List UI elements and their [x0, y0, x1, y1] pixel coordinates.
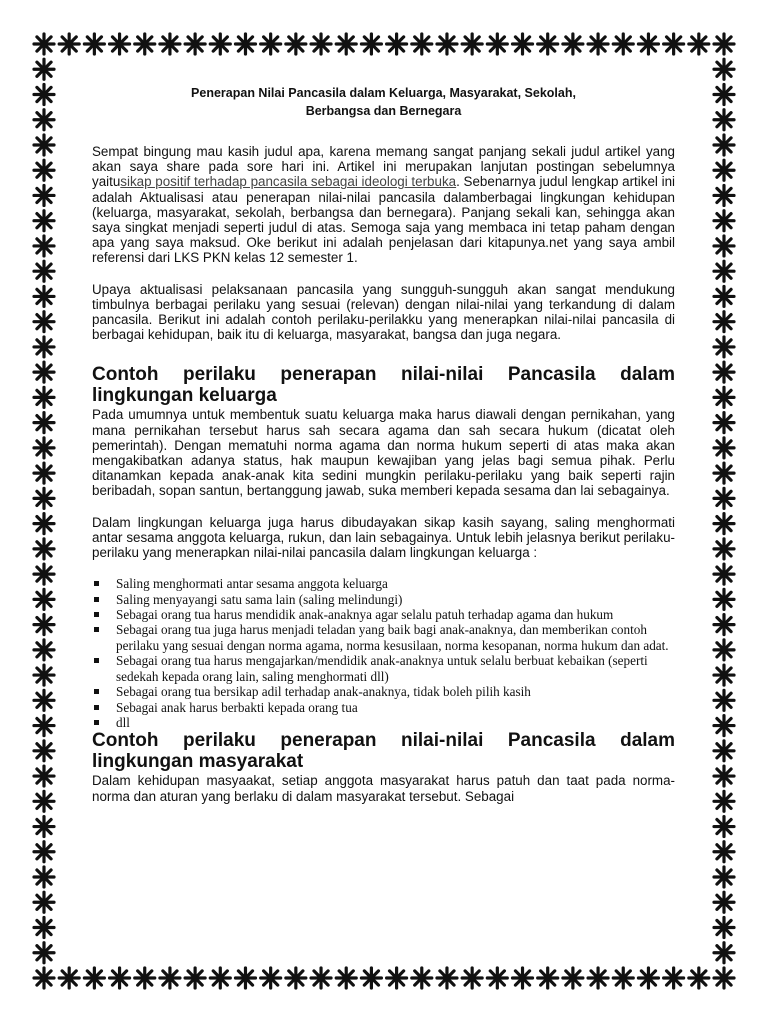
asterisk-flower-icon [336, 968, 356, 988]
asterisk-flower-icon [714, 286, 734, 306]
list-item: Sebagai orang tua harus mengajarkan/mendidik anak-anaknya untuk selalu berbuat kebaikan (seperti sedekah kepada orang lain, saling menghormati dll) [92, 653, 675, 684]
list-item: Sebagai orang tua bersikap adil terhadap anak-anaknya, tidak boleh pilih kasih [92, 684, 675, 699]
asterisk-flower-icon [412, 34, 432, 54]
square-bullet-icon [94, 597, 99, 602]
square-bullet-icon [94, 658, 99, 663]
asterisk-flower-icon [714, 741, 734, 761]
asterisk-flower-icon [135, 968, 155, 988]
square-bullet-icon [94, 689, 99, 694]
asterisk-flower-icon [34, 918, 54, 938]
asterisk-flower-icon [638, 968, 658, 988]
asterisk-flower-icon [59, 34, 79, 54]
asterisk-flower-icon [34, 261, 54, 281]
asterisk-flower-icon [34, 110, 54, 130]
asterisk-flower-icon [437, 34, 457, 54]
asterisk-flower-icon [34, 741, 54, 761]
asterisk-flower-icon [34, 34, 54, 54]
asterisk-flower-icon [714, 337, 734, 357]
asterisk-flower-icon [34, 892, 54, 912]
asterisk-flower-icon [34, 690, 54, 710]
asterisk-flower-icon [311, 968, 331, 988]
list-item: Sebagai anak harus berbakti kepada orang tua [92, 700, 675, 715]
paragraph-keluarga-1: Pada umumnya untuk membentuk suatu keluarga maka harus diawali dengan pernikahan, yang mana pernikahan tersebut harus sah secara agama dan sah secara hukum (dicatat oleh pemerintah). Dengan mematuhi norma agama dan norma hukum seperti di atas maka akan mengakibatkan adanya status, hak maupun kewajiban yang jelas bagi semua pihak. Perlu ditanamkan kepada anak-anak kita sedini mungkin perilaku-perilaku yang baik seperti rajin beribadah, sopan santun, bertanggung jawab, suka memberi kepada sesama dan lai sebagainya. [92, 407, 675, 499]
asterisk-flower-icon [462, 968, 482, 988]
asterisk-flower-icon [185, 968, 205, 988]
asterisk-flower-icon [34, 337, 54, 357]
asterisk-flower-icon [714, 943, 734, 963]
asterisk-flower-icon [185, 34, 205, 54]
asterisk-flower-icon [34, 514, 54, 534]
asterisk-flower-icon [714, 463, 734, 483]
asterisk-flower-icon [34, 791, 54, 811]
asterisk-flower-icon [235, 34, 255, 54]
asterisk-flower-icon [714, 110, 734, 130]
asterisk-flower-icon [34, 312, 54, 332]
asterisk-flower-icon [34, 286, 54, 306]
asterisk-flower-icon [613, 34, 633, 54]
asterisk-flower-icon [210, 34, 230, 54]
asterisk-flower-icon [160, 34, 180, 54]
asterisk-flower-icon [34, 716, 54, 736]
paragraph-keluarga-2: Dalam lingkungan keluarga juga harus dibudayakan sikap kasih sayang, saling menghormati antar sesama anggota keluarga, rukun, dan lain sebagainya. Untuk lebih jelasnya berikut perilaku-perilaku yang menerapkan nilai-nilai pancasila dalam lingkungan keluarga : [92, 514, 675, 561]
asterisk-flower-icon [714, 791, 734, 811]
asterisk-flower-icon [34, 968, 54, 988]
asterisk-flower-icon [689, 34, 709, 54]
asterisk-flower-icon [462, 34, 482, 54]
asterisk-flower-icon [714, 34, 734, 54]
asterisk-flower-icon [714, 615, 734, 635]
list-item: Sebagai orang tua juga harus menjadi teladan yang baik bagi anak-anaknya, dan memberikan contoh perilaku yang sesuai dengan norma agama, norma kesusilaan, norma kesopanan, norma hukum dan adat. [92, 622, 675, 653]
asterisk-flower-icon [437, 968, 457, 988]
paragraph-upaya: Upaya aktualisasi pelaksanaan pancasila yang sungguh-sungguh akan sangat mendukung timbulnya berbagai perilaku yang sesuai (relevan) dengan nilai-nilai yang terkandung di dalam pancasila. Berikut ini adalah contoh perilaku-perilakku yang menerapkan nilai-nilai pancasila di berbagai kehidupan, baik itu di keluarga, masyarakat, bangsa dan juga negara. [92, 281, 675, 343]
asterisk-flower-icon [538, 34, 558, 54]
asterisk-flower-icon [487, 968, 507, 988]
asterisk-flower-icon [714, 387, 734, 407]
asterisk-flower-icon [286, 968, 306, 988]
asterisk-flower-icon [714, 236, 734, 256]
intro-paragraph [92, 144, 675, 266]
asterisk-flower-icon [34, 488, 54, 508]
asterisk-flower-icon [34, 211, 54, 231]
asterisk-flower-icon [311, 34, 331, 54]
asterisk-flower-icon [513, 34, 533, 54]
asterisk-flower-icon [412, 968, 432, 988]
asterisk-flower-icon [59, 968, 79, 988]
asterisk-flower-icon [160, 968, 180, 988]
asterisk-flower-icon [638, 34, 658, 54]
asterisk-flower-icon [34, 59, 54, 79]
keluarga-list [92, 576, 675, 730]
asterisk-flower-icon [34, 413, 54, 433]
asterisk-flower-icon [34, 817, 54, 837]
asterisk-flower-icon [235, 968, 255, 988]
asterisk-flower-icon [714, 84, 734, 104]
asterisk-flower-icon [34, 185, 54, 205]
asterisk-flower-icon [34, 589, 54, 609]
asterisk-flower-icon [34, 160, 54, 180]
paragraph-masyarakat: Dalam kehidupan masyaakat, setiap anggota masyarakat harus patuh dan taat pada norma-norma dan aturan yang berlaku di dalam masyarakat tersebut. Sebagai [92, 773, 675, 804]
asterisk-flower-icon [714, 59, 734, 79]
asterisk-flower-icon [714, 589, 734, 609]
asterisk-flower-icon [336, 34, 356, 54]
asterisk-flower-icon [714, 413, 734, 433]
asterisk-flower-icon [714, 892, 734, 912]
asterisk-flower-icon [689, 968, 709, 988]
asterisk-flower-icon [34, 665, 54, 685]
asterisk-flower-icon [714, 514, 734, 534]
asterisk-flower-icon [34, 387, 54, 407]
asterisk-flower-icon [588, 34, 608, 54]
asterisk-flower-icon [34, 766, 54, 786]
asterisk-flower-icon [714, 488, 734, 508]
asterisk-flower-icon [361, 968, 381, 988]
asterisk-flower-icon [588, 968, 608, 988]
asterisk-flower-icon [664, 968, 684, 988]
asterisk-flower-icon [34, 463, 54, 483]
asterisk-flower-icon [538, 968, 558, 988]
intro-text-continued: . Sebenarnya judul lengkap artikel ini adalah Aktualisasi atau penerapan nilai-nilai pancasila dalamberbagai lingkungan kehidupan (keluarga, masyarakat, sekolah, berbangsa dan bernegara). Panjang sekali kan, sehingga akan saya singkat menjadi seperti judul di atas. Semoga saja yang membaca ini tetap paham dengan apa yang saya maksud. Oke berikut ini adalah penjelasan dari kitapunya.net yang saya ambil referensi dari LKS PKN kelas 12 semester 1. [92, 174, 675, 266]
asterisk-flower-icon [714, 918, 734, 938]
asterisk-flower-icon [84, 968, 104, 988]
asterisk-flower-icon [714, 640, 734, 660]
asterisk-flower-icon [261, 34, 281, 54]
asterisk-flower-icon [714, 968, 734, 988]
square-bullet-icon [94, 612, 99, 617]
intro-text: Sempat bingung mau kasih judul apa, karena memang sangat panjang sekali judul artikel yang akan saya share pada sore hari ini. Artikel ini merupakan lanjutan postingan sebelumnya yaitu [92, 144, 675, 190]
asterisk-flower-icon [613, 968, 633, 988]
asterisk-flower-icon [34, 867, 54, 887]
asterisk-flower-icon [714, 817, 734, 837]
asterisk-flower-icon [286, 34, 306, 54]
asterisk-flower-icon [210, 968, 230, 988]
asterisk-flower-icon [714, 312, 734, 332]
asterisk-flower-icon [714, 438, 734, 458]
list-item: Saling menghormati antar sesama anggota keluarga [92, 576, 675, 591]
asterisk-flower-icon [513, 968, 533, 988]
list-item: Sebagai orang tua harus mendidik anak-anaknya agar selalu patuh terhadap agama dan hukum [92, 607, 675, 622]
square-bullet-icon [94, 705, 99, 710]
asterisk-flower-icon [110, 34, 130, 54]
document-page [92, 84, 675, 964]
square-bullet-icon [94, 720, 99, 725]
asterisk-flower-icon [563, 968, 583, 988]
intro-link[interactable]: sikap positif terhadap pancasila sebagai ideologi terbuka [120, 174, 457, 190]
asterisk-flower-icon [34, 842, 54, 862]
document-title [92, 84, 675, 120]
asterisk-flower-icon [387, 968, 407, 988]
asterisk-flower-icon [34, 236, 54, 256]
square-bullet-icon [94, 627, 99, 632]
heading-keluarga: Contoh perilaku penerapan nilai-nilai Pancasila dalam lingkungan keluarga [92, 364, 675, 407]
asterisk-flower-icon [664, 34, 684, 54]
asterisk-flower-icon [714, 766, 734, 786]
list-item: dll [92, 715, 675, 730]
asterisk-flower-icon [714, 539, 734, 559]
asterisk-flower-icon [110, 968, 130, 988]
asterisk-flower-icon [34, 438, 54, 458]
asterisk-flower-icon [361, 34, 381, 54]
asterisk-flower-icon [34, 640, 54, 660]
asterisk-flower-icon [714, 211, 734, 231]
asterisk-flower-icon [714, 564, 734, 584]
asterisk-flower-icon [714, 842, 734, 862]
asterisk-flower-icon [34, 564, 54, 584]
asterisk-flower-icon [261, 968, 281, 988]
asterisk-flower-icon [487, 34, 507, 54]
heading-masyarakat: Contoh perilaku penerapan nilai-nilai Pancasila dalam lingkungan masyarakat [92, 730, 675, 773]
asterisk-flower-icon [135, 34, 155, 54]
asterisk-flower-icon [714, 261, 734, 281]
asterisk-flower-icon [714, 362, 734, 382]
asterisk-flower-icon [563, 34, 583, 54]
asterisk-flower-icon [34, 135, 54, 155]
asterisk-flower-icon [34, 943, 54, 963]
asterisk-flower-icon [714, 160, 734, 180]
asterisk-flower-icon [714, 690, 734, 710]
asterisk-flower-icon [714, 135, 734, 155]
asterisk-flower-icon [714, 867, 734, 887]
asterisk-flower-icon [34, 362, 54, 382]
asterisk-flower-icon [34, 539, 54, 559]
asterisk-flower-icon [84, 34, 104, 54]
title-line-1: Penerapan Nilai Pancasila dalam Keluarga, Masyarakat, Sekolah, [191, 86, 576, 100]
asterisk-flower-icon [387, 34, 407, 54]
list-item: Saling menyayangi satu sama lain (saling melindungi) [92, 592, 675, 607]
title-line-2: Berbangsa dan Bernegara [305, 104, 462, 118]
asterisk-flower-icon [34, 615, 54, 635]
asterisk-flower-icon [714, 185, 734, 205]
asterisk-flower-icon [714, 665, 734, 685]
asterisk-flower-icon [714, 716, 734, 736]
asterisk-flower-icon [34, 84, 54, 104]
square-bullet-icon [94, 581, 99, 586]
